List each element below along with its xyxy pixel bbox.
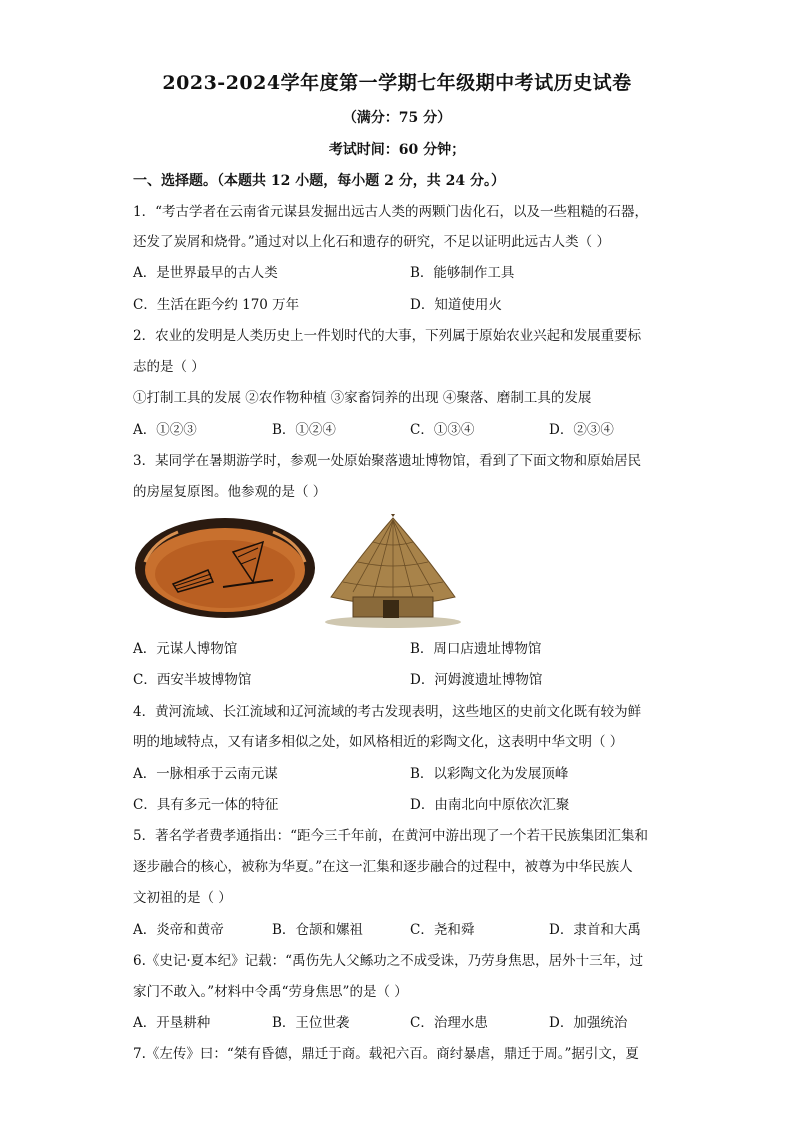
q5-option-a: A．炎帝和黄帝 xyxy=(133,922,224,938)
q2-stem-line2: 志的是（ ） xyxy=(133,359,205,375)
q2-items: ①打制工具的发展 ②农作物种植 ③家畜饲养的出现 ④聚落、磨制工具的发展 xyxy=(133,390,592,406)
q1-option-c: C．生活在距今约 170 万年 xyxy=(133,297,300,313)
q2-option-d: D．②③④ xyxy=(549,422,614,438)
q5-option-d: D．隶首和大禹 xyxy=(549,922,641,938)
section-heading: 一、选择题。（本题共 12 小题，每小题 2 分，共 24 分。） xyxy=(133,173,505,189)
q6-option-b: B．王位世袭 xyxy=(272,1015,350,1031)
painted-pottery-basin-image xyxy=(133,512,463,632)
q5-stem-line1: 5．著名学者费孝通指出：“距今三千年前，在黄河中游出现了一个若干民族集团汇集和 xyxy=(133,828,648,844)
q6-option-d: D．加强统治 xyxy=(549,1015,628,1031)
q6-stem-line1: 6.《史记·夏本纪》记载：“禹伤先人父鲧功之不成受诛，乃劳身焦思，居外十三年，过 xyxy=(133,953,644,969)
q4-stem-line1: 4．黄河流域、长江流域和辽河流域的考古发现表明，这些地区的史前文化既有较为鲜 xyxy=(133,704,642,720)
q4-option-b: B．以彩陶文化为发展顶峰 xyxy=(410,766,569,782)
q4-stem-line2: 明的地域特点，又有诸多相似之处，如风格相近的彩陶文化，这表明中华文明（ ） xyxy=(133,734,624,750)
q3-images xyxy=(133,512,463,632)
thatched-hut xyxy=(325,514,461,628)
q1-option-d: D．知道使用火 xyxy=(410,297,502,313)
q6-stem-line2: 家门不敢入。”材料中令禹“劳身焦思”的是（ ） xyxy=(133,984,408,1000)
q3-option-b: B．周口店遗址博物馆 xyxy=(410,641,542,657)
q3-option-d: D．河姆渡遗址博物馆 xyxy=(410,672,543,688)
q1-option-b: B．能够制作工具 xyxy=(410,265,515,281)
q3-option-c: C．西安半坡博物馆 xyxy=(133,672,252,688)
q5-option-b: B．仓颉和嫘祖 xyxy=(272,922,363,938)
q4-option-c: C．具有多元一体的特征 xyxy=(133,797,279,813)
pottery-basin xyxy=(135,518,315,618)
q2-option-c: C．①③④ xyxy=(410,422,475,438)
q4-option-d: D．由南北向中原依次汇聚 xyxy=(410,797,570,813)
q5-stem-line2: 逐步融合的核心，被称为华夏。”在这一汇集和逐步融合的过程中，被尊为中华民族人 xyxy=(133,859,633,875)
q5-stem-line3: 文初祖的是（ ） xyxy=(133,890,232,906)
q2-option-b: B．①②④ xyxy=(272,422,336,438)
q1-stem-line2: 还发了炭屑和烧骨。”通过对以上化石和遗存的研究，不足以证明此远古人类（ ） xyxy=(133,234,610,250)
q2-stem-line1: 2．农业的发明是人类历史上一件划时代的大事，下列属于原始农业兴起和发展重要标 xyxy=(133,328,642,344)
q5-option-c: C．尧和舜 xyxy=(410,922,475,938)
q7-stem-line1: 7.《左传》曰：“桀有昏德，鼎迁于商。载祀六百。商纣暴虐，鼎迁于周。”据引文，夏 xyxy=(133,1046,639,1062)
q1-stem-line1: 1．“考古学者在云南省元谋县发掘出远古人类的两颗门齿化石，以及一些粗糙的石器， xyxy=(133,204,648,220)
q4-option-a: A．一脉相承于云南元谋 xyxy=(133,766,278,782)
q6-option-c: C．治理水患 xyxy=(410,1015,488,1031)
q2-option-a: A．①②③ xyxy=(133,422,197,438)
q3-option-a: A．元谋人博物馆 xyxy=(133,641,238,657)
q6-option-a: A．开垦耕种 xyxy=(133,1015,211,1031)
q3-stem-line2: 的房屋复原图。他参观的是（ ） xyxy=(133,484,327,500)
full-score: （满分：75 分） xyxy=(342,110,452,126)
exam-time: 考试时间：60 分钟； xyxy=(328,142,466,158)
q3-stem-line1: 3．某同学在暑期游学时，参观一处原始聚落遗址博物馆，看到了下面文物和原始居民 xyxy=(133,453,642,469)
exam-title: 2023-2024学年度第一学期七年级期中考试历史试卷 xyxy=(162,72,632,94)
q1-option-a: A．是世界最早的古人类 xyxy=(133,265,278,281)
